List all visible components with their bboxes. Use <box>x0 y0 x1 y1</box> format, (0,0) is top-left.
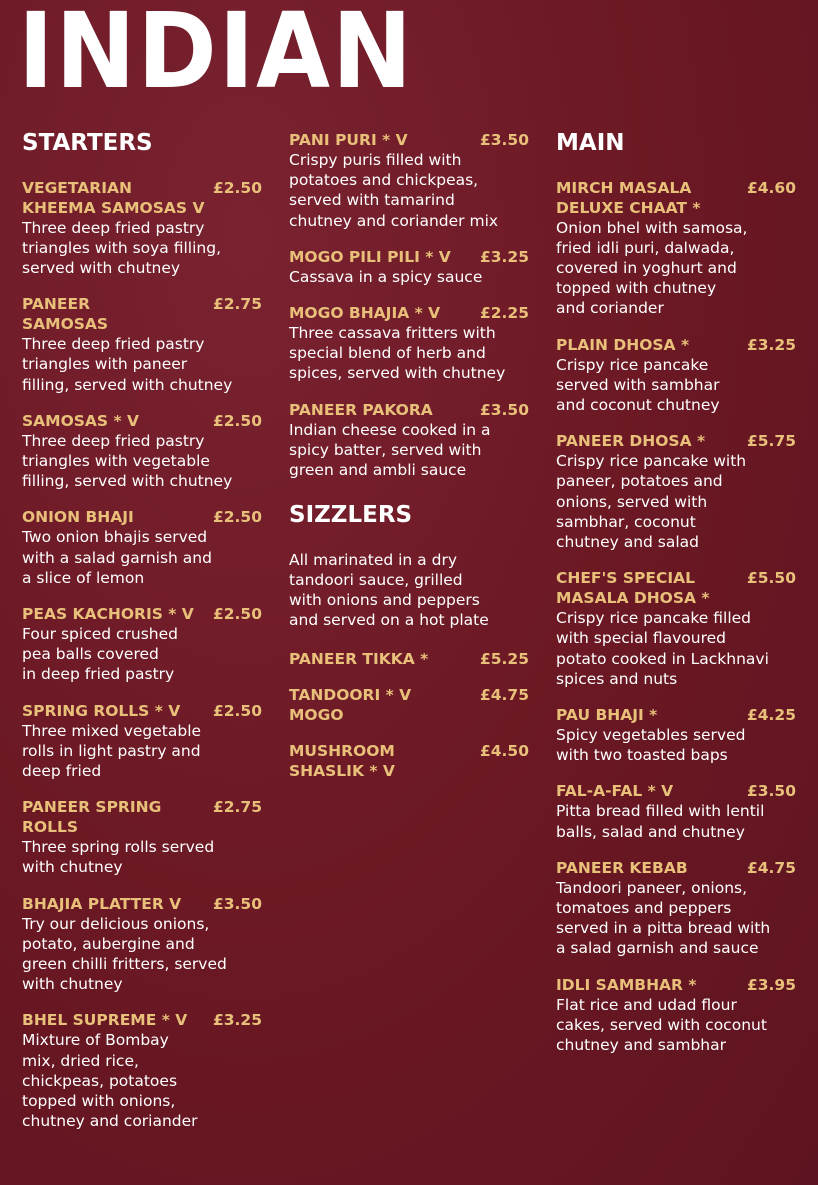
menu-item <box>556 431 796 552</box>
menu-item-header <box>22 1010 262 1030</box>
menu-item-name: PANEER DHOSA * <box>556 432 706 451</box>
menu-item <box>289 303 529 384</box>
menu-item-price: £5.50 <box>746 569 796 588</box>
menu-item-name: FAL-A-FAL * V <box>556 782 674 801</box>
column-starters <box>22 130 262 1147</box>
menu-item <box>22 178 262 279</box>
page-title: INDIAN <box>18 0 414 112</box>
menu-item-description: Three cassava fritters with special blend of herb and spices, served with chutney <box>289 324 506 383</box>
menu-item-header <box>556 335 796 355</box>
menu-item-price: £5.75 <box>746 432 796 451</box>
menu-item-price: £4.60 <box>746 178 796 197</box>
menu-item-description: Three deep fried pastry triangles with vegetable filling, served with chutney <box>22 431 233 491</box>
menu-item-header <box>556 178 796 218</box>
menu-item-price: £4.75 <box>479 685 529 704</box>
menu-item-name: TANDOORI * V MOGO <box>289 685 412 724</box>
menu-item-header <box>289 130 529 150</box>
menu-item-name: MUSHROOM SHASLIK * V <box>289 741 395 780</box>
menu-item-description: Crispy puris filled with potatoes and chickpeas, served with tamarind chutney and coriander mix <box>289 151 499 230</box>
menu-item <box>22 894 262 995</box>
menu-item-header <box>289 247 529 267</box>
column-main <box>556 130 796 1071</box>
menu-item <box>22 797 262 877</box>
menu-item-header <box>22 894 262 914</box>
menu-item-header <box>289 649 529 669</box>
menu-item-header <box>22 797 262 837</box>
menu-item-price: £2.25 <box>479 304 529 323</box>
menu-item-header <box>289 400 529 420</box>
menu-item <box>22 701 262 782</box>
menu-item-price: £2.50 <box>212 701 262 720</box>
menu-item <box>556 178 796 319</box>
menu-item-name: ONION BHAJI <box>22 508 134 527</box>
menu-item-description: Crispy rice pancake served with sambhar and coconut chutney <box>556 355 720 415</box>
menu-item <box>22 294 262 395</box>
menu-item-header <box>556 975 796 995</box>
menu-item-name: VEGETARIAN KHEEMA SAMOSAS V <box>22 178 205 217</box>
menu-item-name: PANEER SPRING ROLLS <box>22 798 162 837</box>
menu-item <box>22 411 262 492</box>
menu-item <box>289 741 529 781</box>
menu-item-header <box>22 178 262 218</box>
menu-item-description: Crispy rice pancake with paneer, potatoes and onions, served with sambhar, coconut chutney and salad <box>556 452 747 552</box>
menu-item-price: £2.50 <box>212 178 262 197</box>
menu-item-name: MOGO PILI PILI * V <box>289 247 451 266</box>
menu-item-price: £3.50 <box>479 400 529 419</box>
menu-item-price: £2.75 <box>212 295 262 314</box>
menu-item-header <box>22 701 262 721</box>
menu-item-description: Spicy vegetables served with two toasted baps <box>556 726 746 765</box>
section-heading: SIZZLERS <box>289 502 413 529</box>
menu-item <box>289 685 529 725</box>
menu-item-header <box>289 741 529 781</box>
menu-item <box>22 604 262 685</box>
menu-item-name: IDLI SAMBHAR * <box>556 975 697 994</box>
menu-item-name: PEAS KACHORIS * V <box>22 605 194 624</box>
menu-item-description: Three spring rolls served with chutney <box>22 838 215 877</box>
menu-item-header <box>556 705 796 725</box>
menu-item <box>22 1010 262 1131</box>
menu-item <box>22 507 262 588</box>
menu-item-header <box>556 431 796 451</box>
menu-item-description: Three mixed vegetable rolls in light pastry and deep fried <box>22 721 202 781</box>
menu-item <box>289 649 529 669</box>
menu-item-price: £4.50 <box>479 741 529 760</box>
menu-item-name: PANEER KEBAB <box>556 858 688 877</box>
menu-item-name: CHEF'S SPECIAL MASALA DHOSA * <box>556 569 710 608</box>
menu-item-name: PANEER PAKORA <box>289 400 433 419</box>
menu-item-header <box>556 858 796 878</box>
menu-item-name: SPRING ROLLS * V <box>22 701 181 720</box>
menu-item-description: Pitta bread filled with lentil balls, salad and chutney <box>556 802 765 841</box>
menu-item-name: PANEER TIKKA * <box>289 649 429 668</box>
menu-item-price: £4.25 <box>746 706 796 725</box>
section-heading: MAIN <box>556 130 625 156</box>
menu-item <box>289 400 529 481</box>
menu-item-name: MIRCH MASALA DELUXE CHAAT * <box>556 178 701 217</box>
menu-item <box>556 568 796 689</box>
menu-item-name: PANEER SAMOSAS <box>22 295 109 334</box>
menu-item <box>289 247 529 287</box>
menu-item-description: Tandoori paneer, onions, tomatoes and peppers served in a pitta bread with a salad garnish and sauce <box>556 878 771 958</box>
menu-item-description: Try our delicious onions, potato, aubergine and green chilli fritters, served with chutney <box>22 914 227 994</box>
menu-item <box>556 975 796 1056</box>
menu-item-price: £3.50 <box>212 894 262 913</box>
menu-item-price: £3.95 <box>746 975 796 994</box>
menu-item-description: Cassava in a spicy sauce <box>289 267 483 286</box>
menu-item-description: Three deep fried pastry triangles with soya filling, served with chutney <box>22 218 222 277</box>
menu-item-price: £5.25 <box>479 649 529 668</box>
menu-item-description: Indian cheese cooked in a spicy batter, served with green and ambli sauce <box>289 420 491 480</box>
menu-item-name: SAMOSAS * V <box>22 411 139 430</box>
menu-item-price: £2.50 <box>212 508 262 527</box>
menu-item <box>556 705 796 765</box>
menu-item-description: Two onion bhajis served with a salad garnish and a slice of lemon <box>22 528 212 587</box>
menu-item-header <box>289 303 529 323</box>
menu-item-price: £3.25 <box>746 335 796 354</box>
menu-item-name: PLAIN DHOSA * <box>556 335 690 354</box>
section-heading: STARTERS <box>22 130 153 156</box>
menu-item-header <box>289 685 529 725</box>
menu-item-price: £4.75 <box>746 858 796 877</box>
menu-item-price: £3.25 <box>479 247 529 266</box>
menu-item-description: Flat rice and udad flour cakes, served with coconut chutney and sambhar <box>556 995 767 1055</box>
column-starters-sizzlers <box>289 130 529 797</box>
menu-item-price: £3.50 <box>746 782 796 801</box>
menu-item-name: BHEL SUPREME * V <box>22 1011 188 1030</box>
menu-item <box>556 858 796 959</box>
menu-item <box>556 781 796 841</box>
menu-item-header <box>22 294 262 334</box>
menu-item-name: BHAJIA PLATTER V <box>22 894 182 913</box>
menu-item-price: £3.50 <box>479 131 529 149</box>
menu-item-name: PANI PURI * V <box>289 131 408 149</box>
menu-item-price: £3.25 <box>212 1011 262 1030</box>
menu-item-description: Crispy rice pancake filled with special flavoured potato cooked in Lackhnavi spices and nuts <box>556 609 769 688</box>
menu-item-name: MOGO BHAJIA * V <box>289 304 441 323</box>
menu-item-price: £2.50 <box>212 605 262 624</box>
menu-item-price: £2.75 <box>212 798 262 817</box>
menu-item-header <box>556 568 796 608</box>
menu-item <box>289 130 529 231</box>
menu-item-name: PAU BHAJI * <box>556 706 658 725</box>
menu-item-header <box>22 507 262 527</box>
menu-item-description: Four spiced crushed pea balls covered in deep fried pastry <box>22 625 179 684</box>
menu-item-description: Onion bhel with samosa, fried idli puri, dalwada, covered in yoghurt and topped with chutney and coriander <box>556 218 748 318</box>
menu-item-header <box>556 781 796 801</box>
menu-item <box>556 335 796 416</box>
menu-item-header <box>22 604 262 624</box>
section-intro: All marinated in a dry tandoori sauce, grilled with onions and peppers and served on a hot plate <box>289 550 489 630</box>
menu-item-description: Mixture of Bombay mix, dried rice, chickpeas, potatoes topped with onions, chutney and coriander <box>22 1031 198 1131</box>
menu-item-description: Three deep fried pastry triangles with paneer filling, served with chutney <box>22 335 233 394</box>
menu-item-price: £2.50 <box>212 411 262 430</box>
menu-item-header <box>22 411 262 431</box>
